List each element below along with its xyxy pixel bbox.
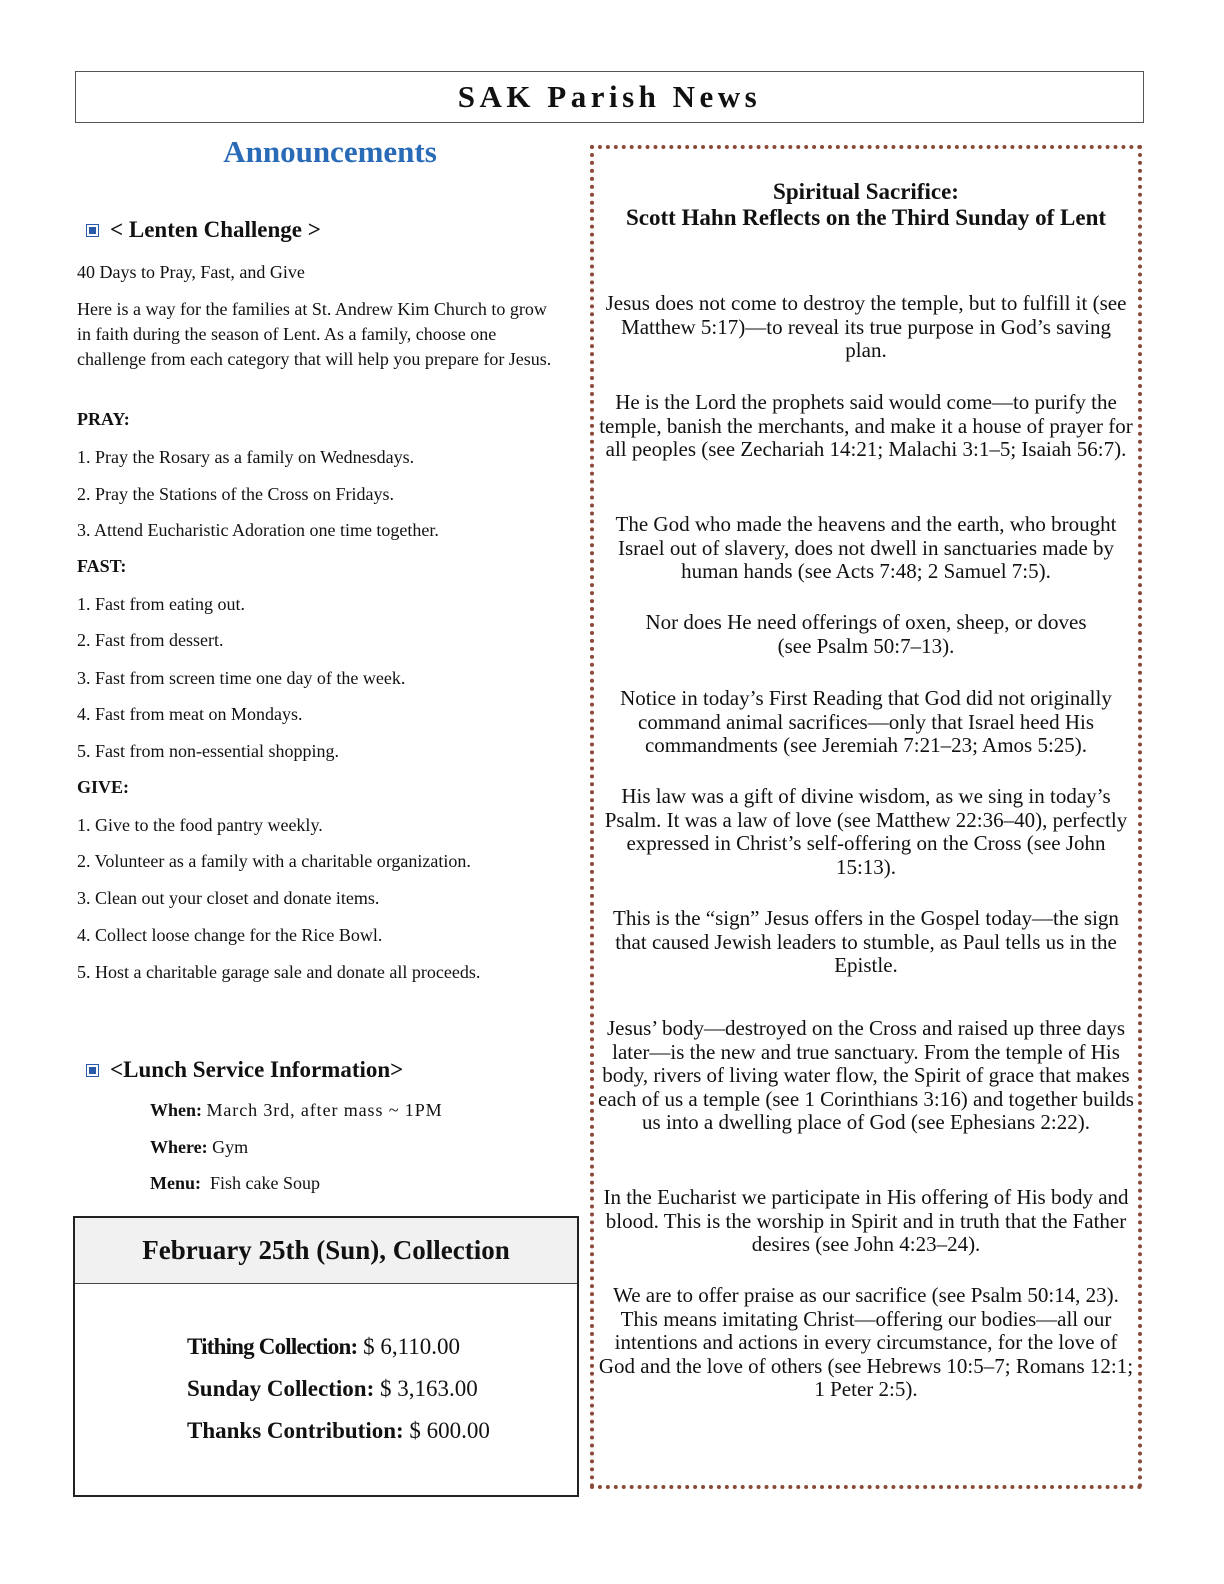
lunch-when-label: When: [150, 1100, 203, 1120]
lunch-when-value: March 3rd, after mass ~ 1PM [206, 1100, 443, 1120]
collection-box [73, 1216, 579, 1497]
reflection-paragraph: Jesus’ body—destroyed on the Cross and raised up three days later—is the new and true sanctuary. From the temple of His body, rivers of living water flow, the Spirit of grace that makes each of us a temple (see 1 Corinthians 3:16) and together builds us into a dwelling place of God (see Ephesians 2:22). [598, 1016, 1134, 1134]
reflection-paragraph: In the Eucharist we participate in His offering of His body and blood. This is the worship in Spirit and in truth that the Father desires (see John 4:23–24). [603, 1185, 1129, 1256]
pray-label: PRAY: [77, 409, 130, 429]
lenten-subtitle: 40 Days to Pray, Fast, and Give [77, 262, 305, 282]
reflection-paragraph: Jesus does not come to destroy the temple, but to fulfill it (see Matthew 5:17)—to reveal its true purpose in God’s saving plan. [605, 291, 1127, 362]
announcements-heading: Announcements [223, 134, 437, 169]
lenten-challenge-title: < Lenten Challenge > [110, 217, 321, 242]
reflection-paragraph: He is the Lord the prophets said would come—to purify the temple, banish the merchants, and make it a house of prayer for all peoples (see Zechariah 14:21; Malachi 3:1–5; Isaiah 56:7). [599, 390, 1133, 461]
lenten-challenge-heading [77, 217, 321, 243]
fast-label: FAST: [77, 556, 127, 576]
lunch-service-title: <Lunch Service Information> [110, 1057, 404, 1082]
lunch-menu-label: Menu: [150, 1173, 201, 1193]
reflection-title-line: Spiritual Sacrifice: [773, 179, 959, 204]
thanks-contribution [187, 1418, 490, 1444]
sunday-value: $ 3,163.00 [379, 1376, 478, 1401]
reflection-title-line: Scott Hahn Reflects on the Third Sunday of Lent [625, 205, 1107, 230]
tithing-label: Tithing Collection: [187, 1334, 358, 1359]
reflection-paragraph: The God who made the heavens and the earth, who brought Israel out of slavery, does not dwell in sanctuaries made by human hands (see Acts 7:48; 2 Samuel 7:5). [615, 512, 1117, 583]
give-label: GIVE: [77, 777, 130, 797]
pray-item: 3. Attend Eucharistic Adoration one time together. [77, 520, 439, 540]
give-item: 1. Give to the food pantry weekly. [77, 815, 323, 835]
checkbox-bullet-icon [86, 224, 99, 237]
reflection-paragraph: This is the “sign” Jesus offers in the Gospel today—the sign that caused Jewish leaders to stumble, as Paul tells us in the Epistle. [613, 906, 1119, 977]
collection-heading: February 25th (Sun), Collection [75, 1218, 577, 1284]
sunday-label: Sunday Collection: [187, 1376, 375, 1401]
tithing-collection [187, 1334, 460, 1360]
thanks-value: $ 600.00 [409, 1418, 490, 1443]
lunch-menu [150, 1173, 320, 1194]
thanks-label: Thanks Contribution: [187, 1418, 404, 1443]
lunch-where [150, 1137, 248, 1158]
give-item: 3. Clean out your closet and donate items. [77, 888, 380, 908]
lunch-menu-value: Fish cake Soup [210, 1173, 320, 1193]
reflection-box [590, 145, 1142, 1489]
newsletter-title: SAK Parish News [457, 79, 762, 114]
give-item: 2. Volunteer as a family with a charitable organization. [77, 851, 471, 871]
lenten-intro: Here is a way for the families at St. Andrew Kim Church to grow in faith during the season of Lent. As a family, choose one challenge from each category that will help you prepare for Jesus. [77, 299, 552, 369]
reflection-paragraph: Notice in today’s First Reading that God did not originally command animal sacrifices—only that Israel heed His commandments (see Jeremiah 7:21–23; Amos 5:25). [620, 686, 1112, 757]
reflection-paragraph: We are to offer praise as our sacrifice (see Psalm 50:14, 23). This means imitating Christ—offering our bodies—all our intentions and actions in every circumstance, for the love of God and the love of others (see Hebrews 10:5–7; Romans 12:1; 1 Peter 2:5). [598, 1283, 1134, 1401]
checkbox-bullet-icon [86, 1064, 99, 1077]
masthead [75, 71, 1144, 123]
announcements-column [77, 132, 559, 170]
fast-item: 1. Fast from eating out. [77, 594, 245, 614]
fast-item: 2. Fast from dessert. [77, 630, 224, 650]
pray-item: 1. Pray the Rosary as a family on Wednesdays. [77, 447, 415, 467]
give-item: 5. Host a charitable garage sale and donate all proceeds. [77, 962, 481, 982]
fast-item: 5. Fast from non-essential shopping. [77, 741, 339, 761]
sunday-collection [187, 1376, 478, 1402]
reflection-paragraph: His law was a gift of divine wisdom, as we sing in today’s Psalm. It was a law of love (see Matthew 22:36–40), perfectly expressed in Christ’s self-offering on the Cross (see John 15:13). [604, 784, 1128, 879]
fast-item: 4. Fast from meat on Mondays. [77, 704, 303, 724]
give-item: 4. Collect loose change for the Rice Bowl. [77, 925, 383, 945]
reflection-paragraph: Nor does He need offerings of oxen, sheep, or doves (see Psalm 50:7–13). [645, 610, 1087, 658]
fast-item: 3. Fast from screen time one day of the week. [77, 668, 406, 688]
pray-item: 2. Pray the Stations of the Cross on Fridays. [77, 484, 394, 504]
lunch-service-heading [77, 1057, 403, 1083]
lunch-where-value: Gym [212, 1137, 249, 1157]
lunch-when [150, 1100, 443, 1121]
reflection-title [594, 179, 1138, 231]
lunch-where-label: Where: [150, 1137, 208, 1157]
tithing-value: $ 6,110.00 [363, 1334, 460, 1359]
